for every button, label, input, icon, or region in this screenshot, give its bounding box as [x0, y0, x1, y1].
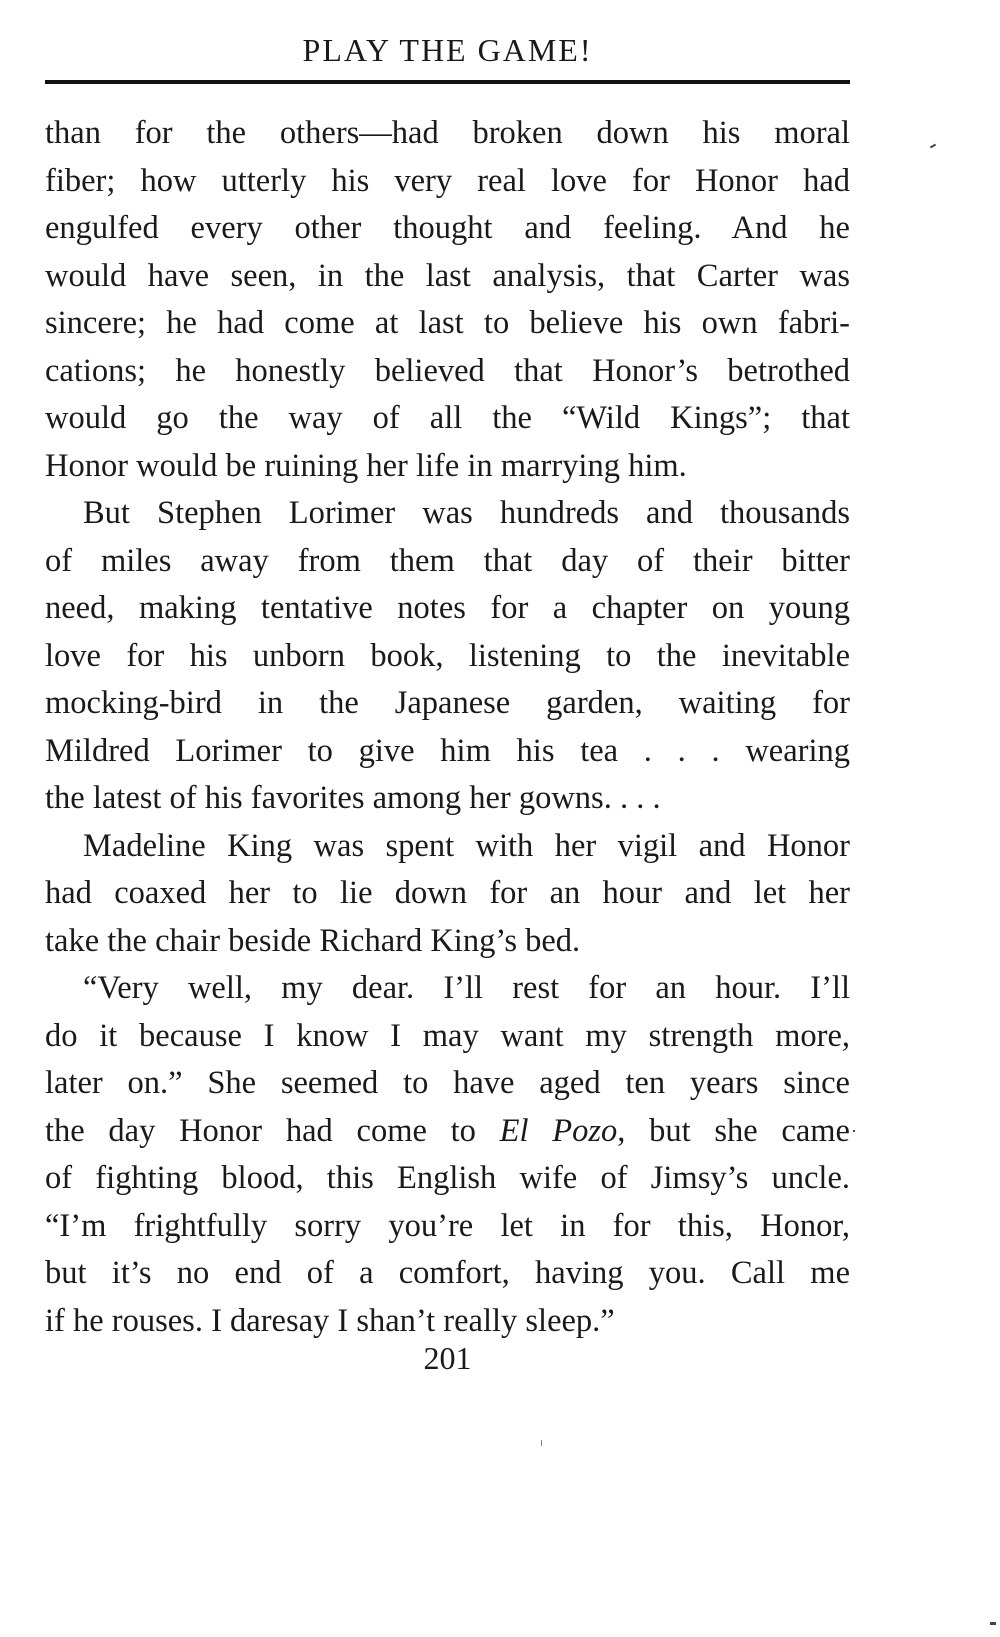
text-line: of miles away from them that day of their bitter: [45, 542, 850, 579]
text-line: love for his unborn book, listening to the inevitable: [45, 637, 850, 674]
scan-speck: [853, 1130, 855, 1132]
body-text: [45, 110, 850, 1345]
book-page: [45, 0, 850, 1637]
text-line: later on.” She seemed to have aged ten years since: [45, 1065, 850, 1101]
text-line: But Stephen Lorimer was hundreds and thousands: [83, 495, 850, 531]
text-line: would go the way of all the “Wild Kings”; that: [45, 400, 850, 436]
text-line: Honor would be ruining her life in marrying him.: [45, 447, 687, 484]
text-line: Madeline King was spent with her vigil and Honor: [83, 827, 850, 864]
text-line: fiber; how utterly his very real love for Honor had: [45, 162, 850, 199]
paragraph: [45, 490, 850, 823]
text-line: the latest of his favorites among her gowns. . . .: [45, 780, 661, 816]
header-rule: [45, 80, 850, 84]
text-line: of fighting blood, this English wife of Jimsy’s uncle.: [45, 1160, 850, 1196]
text-line: would have seen, in the last analysis, that Carter was: [45, 257, 850, 294]
text-line: mocking-bird in the Japanese garden, waiting for: [45, 685, 850, 721]
text-line: sincere; he had come at last to believe his own fabri-: [45, 305, 850, 341]
scan-speck: [990, 1622, 996, 1625]
paragraph: [45, 110, 850, 490]
running-head: PLAY THE GAME!: [302, 32, 593, 68]
paragraph: [45, 965, 850, 1345]
scan-speck: [541, 1440, 542, 1446]
scan-speck: [930, 144, 936, 149]
text-line: take the chair beside Richard King’s bed.: [45, 922, 581, 959]
text-line: need, making tentative notes for a chapter on young: [45, 590, 850, 626]
text-line: had coaxed her to lie down for an hour and let her: [45, 875, 850, 911]
paragraph: [45, 823, 850, 966]
text-line: do it because I know I may want my strength more,: [45, 1017, 850, 1054]
text-line: “I’m frightfully sorry you’re let in for this, Honor,: [45, 1207, 850, 1244]
text-line: cations; he honestly believed that Honor’s betrothed: [45, 352, 850, 389]
text-line: but it’s no end of a comfort, having you. Call me: [45, 1255, 850, 1291]
text-line: “Very well, my dear. I’ll rest for an hour. I’ll: [83, 970, 850, 1006]
text-line: Mildred Lorimer to give him his tea . . . wearing: [45, 732, 850, 769]
text-line: the day Honor had come to El Pozo, but she came: [45, 1112, 850, 1149]
text-line: than for the others—had broken down his moral: [45, 115, 850, 151]
text-line: if he rouses. I daresay I shan’t really sleep.”: [45, 1302, 615, 1339]
page-number: 201: [423, 1340, 472, 1376]
text-line: engulfed every other thought and feeling. And he: [45, 210, 850, 246]
